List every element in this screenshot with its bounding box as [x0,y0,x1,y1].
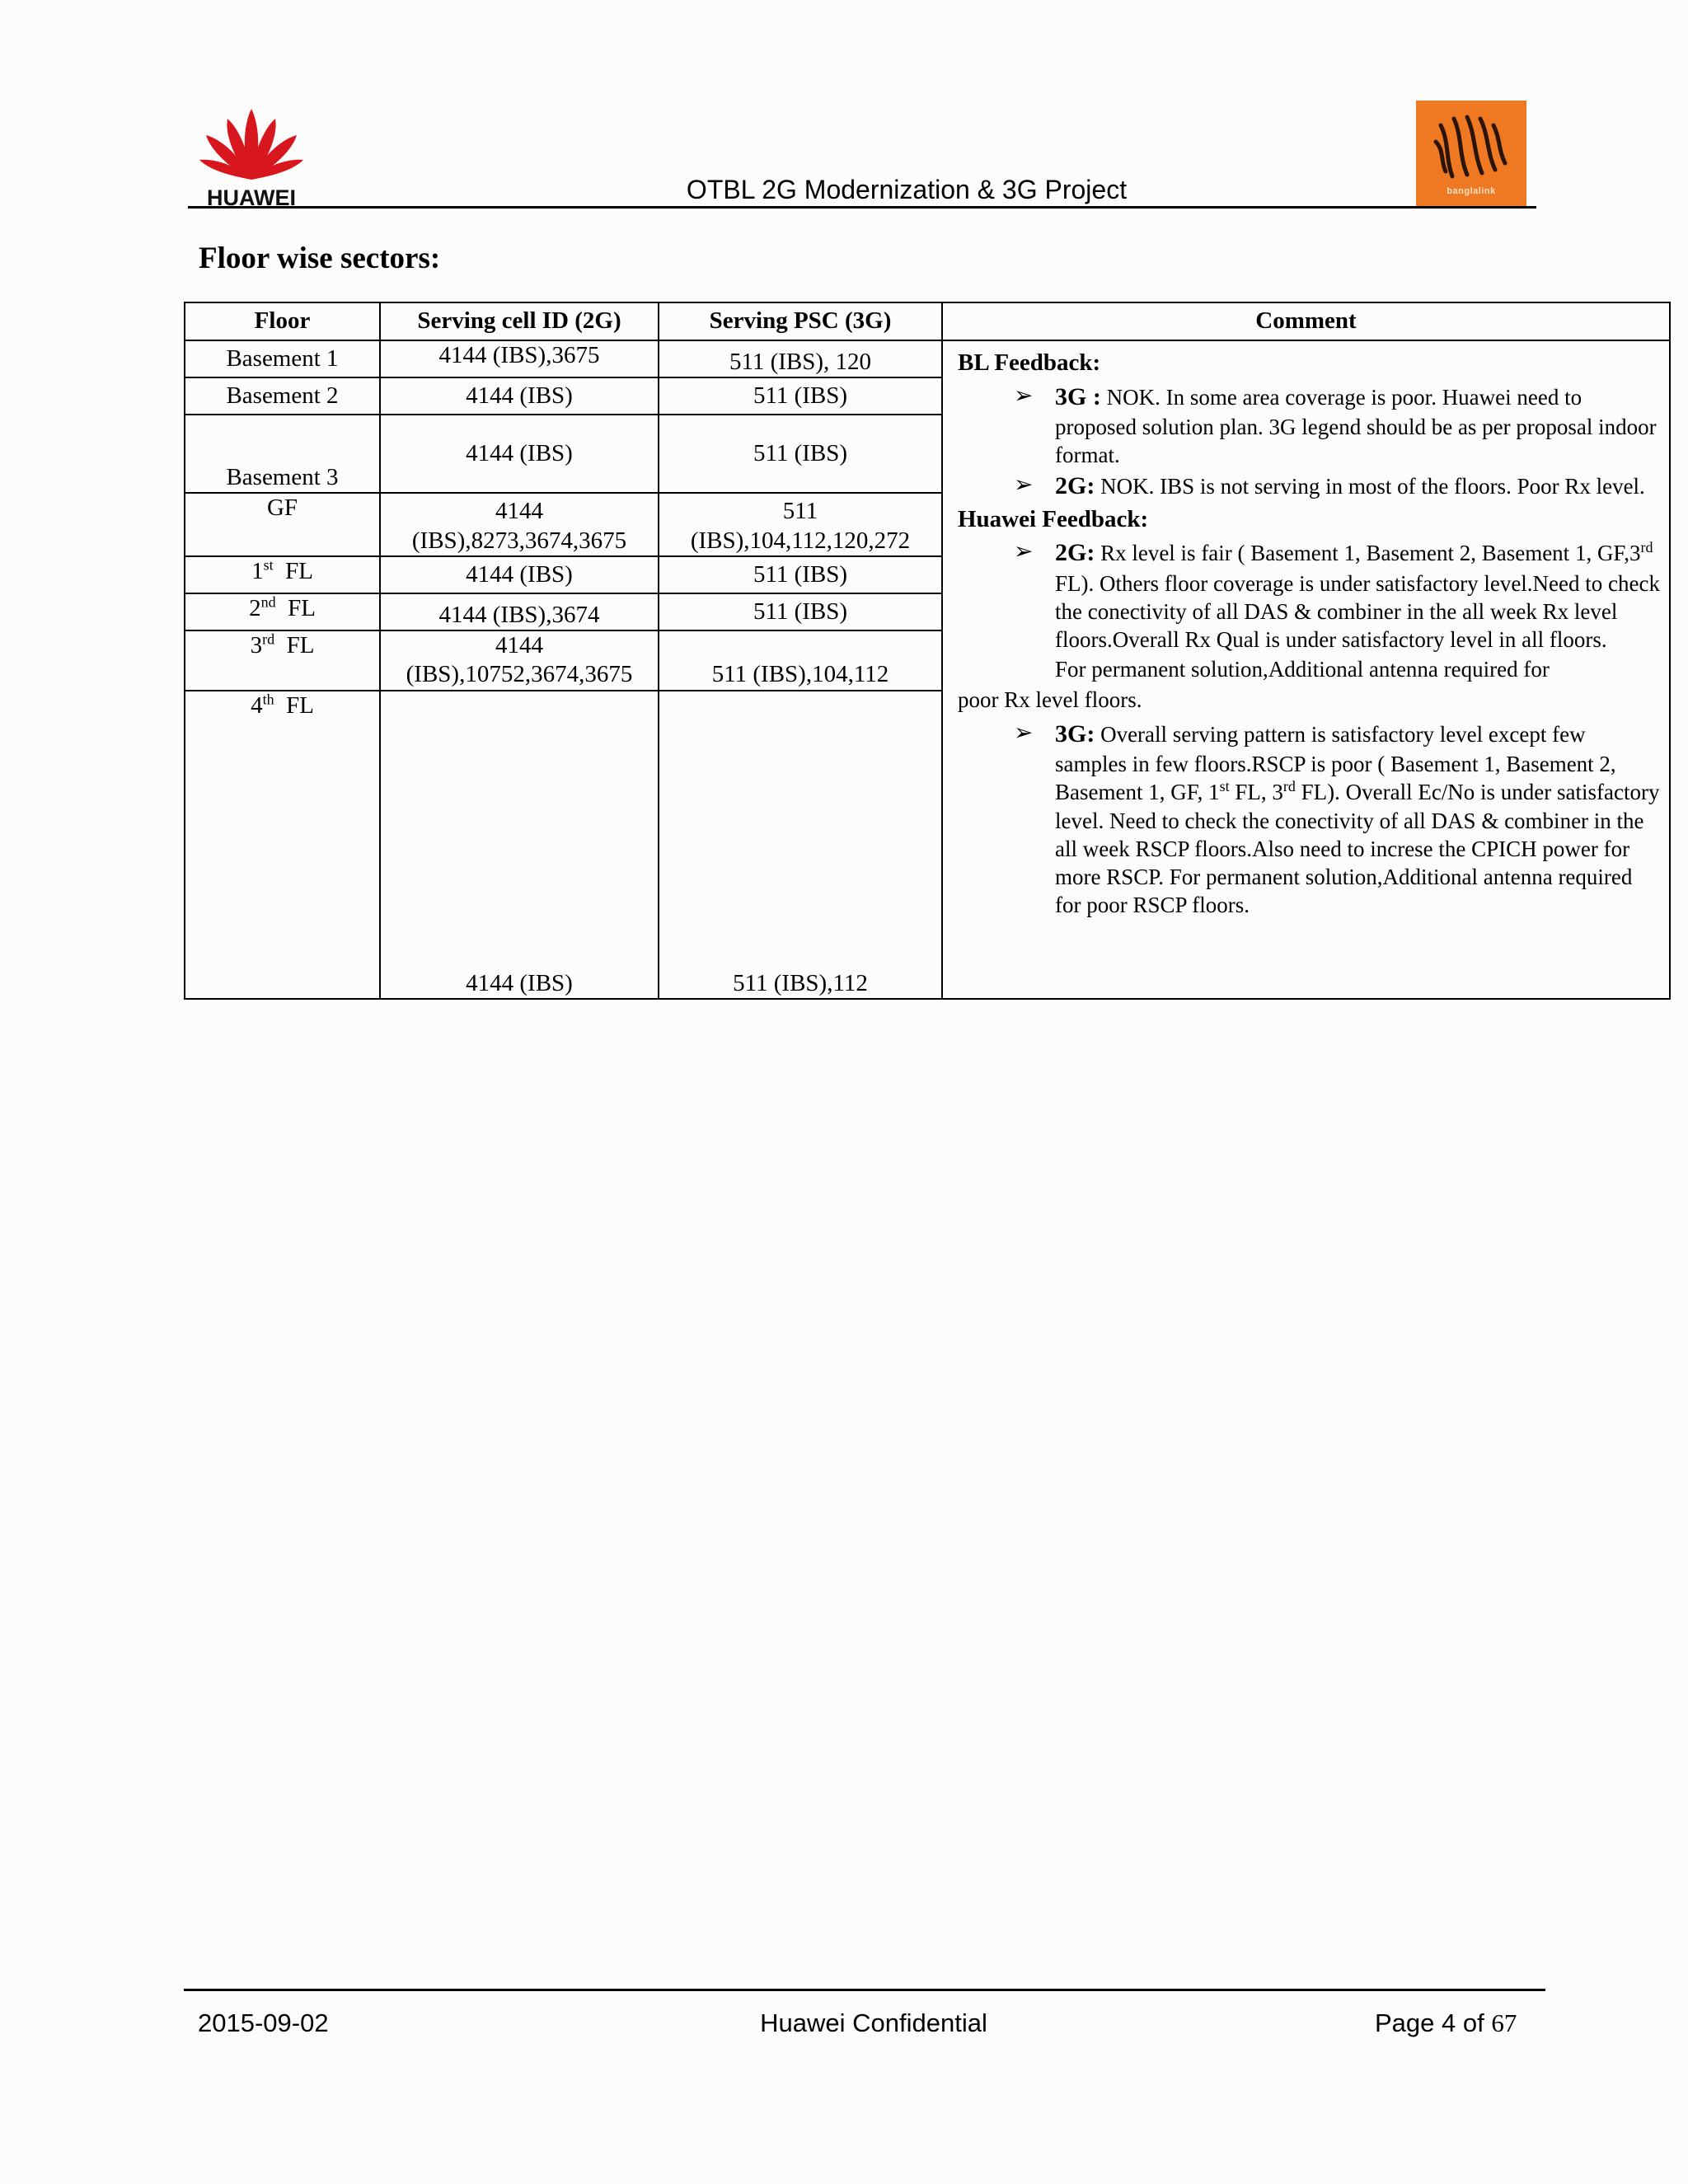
floor-ordinal: rd [262,630,275,648]
cell-id-2g: 4144 (IBS) [380,377,659,415]
page-label: Page 4 of [1375,2008,1484,2037]
hw-2g-sup: rd [1640,539,1653,556]
psc-3g: 511 (IBS), 120 [659,340,942,377]
cell-id-2g: 4144 (IBS),3674 [380,593,659,630]
psc-3g-line2: (IBS),104,112,120,272 [690,527,911,554]
cell-id-2g-line1: 4144 [495,498,543,525]
svg-text:HUAWEI: HUAWEI [207,185,296,209]
bl-3g-label: 3G : [1055,382,1101,410]
footer-page-number [1375,2008,1517,2038]
cell-id-2g-line1: 4144 [495,632,543,658]
hw-3g-label: 3G: [1055,719,1095,748]
floor-sectors-table [184,302,1671,1000]
page-total: 67 [1491,2008,1517,2037]
banglalink-wordmark: banglalink [1447,186,1496,196]
footer-confidential: Huawei Confidential [760,2008,987,2037]
column-header-serving-cell-2g: Serving cell ID (2G) [380,302,659,340]
cell-id-2g: 4144 (IBS) [380,691,659,999]
table-row [185,340,1670,377]
hw-3g-text-c: FL). Overall Ec/No is under satisfactory level. Need to check the conectivity of all DAS & combiner in the all week RSCP floors.Also need to increse the CPICH power for more RSCP. For permanent solution,Additional antenna required for poor RSCP floors. [1055,780,1660,918]
psc-3g: 511 (IBS) [659,377,942,415]
hw-2g-text-b: FL). Others floor coverage is under satisfactory level.Need to check the conectivity of all DAS & combiner in the all week Rx level floors.Overall Rx Qual is under satisfactory level in all floors. [1055,570,1660,653]
floor-cell: Basement 2 [185,377,380,415]
cell-id-2g [380,493,659,556]
bl-2g-text: NOK. IBS is not serving in most of the floors. Poor Rx level. [1100,474,1645,499]
floor-ordinal: th [262,691,274,708]
cell-id-2g: 4144 (IBS),3675 [380,340,659,377]
psc-3g-line1: 511 [782,498,818,525]
arrow-bullet-icon: ➢ [1014,472,1034,499]
hw-3g-text-b: FL, 3 [1235,780,1283,805]
document-title: OTBL 2G Modernization & 3G Project [686,175,1128,204]
hw-2g-bullet [958,537,1661,654]
floor-cell: GF [185,493,380,556]
psc-3g: 511 (IBS) [659,556,942,593]
arrow-bullet-icon: ➢ [1014,539,1034,565]
floor-cell [185,691,380,999]
hw-3g-sup2: rd [1282,778,1296,795]
floor-number: 4 [251,691,263,719]
column-header-comment: Comment [942,302,1670,340]
cell-id-2g-line2: (IBS),10752,3674,3675 [406,661,633,688]
arrow-bullet-icon: ➢ [1014,382,1034,409]
footer-divider [184,1989,1545,1991]
bl-3g-text: NOK. In some area coverage is poor. Huawei need to proposed solution plan. 3G legend should be as per proposal indoor format. [1055,384,1657,468]
section-heading: Floor wise sectors: [199,241,441,275]
floor-suffix: FL [286,691,314,719]
cell-id-2g [380,630,659,691]
floor-suffix: FL [285,558,313,584]
floor-cell [185,556,380,593]
cell-id-2g: 4144 (IBS) [380,415,659,493]
psc-3g: 511 (IBS),112 [659,691,942,999]
floor-ordinal: nd [260,593,276,611]
floor-cell: Basement 3 [185,415,380,493]
header-divider [188,206,1536,209]
arrow-bullet-icon: ➢ [1014,719,1034,746]
psc-3g: 511 (IBS) [659,593,942,630]
floor-suffix: FL [286,632,315,658]
hw-2g-label: 2G: [1055,539,1095,567]
floor-cell [185,593,380,630]
hw-3g-text-a: Overall serving pattern is satisfactory level except few samples in few floors.RSCP is poor ( Basement 1, Basement 2, Basement 1, GF, 1 [1055,721,1616,805]
floor-cell [185,630,380,691]
floor-ordinal: st [263,556,274,574]
psc-3g: 511 (IBS),104,112 [659,630,942,691]
hw-2g-text-a: Rx level is fair ( Basement 1, Basement 2, Basement 1, GF,3 [1100,541,1641,566]
cell-id-2g: 4144 (IBS) [380,556,659,593]
cell-id-2g-line2: (IBS),8273,3674,3675 [411,527,627,554]
bl-feedback-title: BL Feedback: [958,349,1101,376]
huawei-feedback-title: Huawei Feedback: [958,505,1149,532]
column-header-serving-psc-3g: Serving PSC (3G) [659,302,942,340]
hw-3g-bullet [958,719,1661,920]
bl-2g-label: 2G: [1055,472,1095,500]
floor-number: 2 [249,595,261,621]
hw-2g-permanent-b: poor Rx level floors. [958,687,1142,712]
hw-2g-permanent-a: For permanent solution,Additional antenna required for [1055,657,1550,682]
floor-suffix: FL [288,595,316,621]
floor-number: 1 [251,558,264,584]
bl-3g-bullet [958,382,1661,470]
floor-number: 3 [250,632,263,658]
comment-cell [942,340,1670,999]
hw-3g-sup1: st [1219,778,1230,795]
psc-3g: 511 (IBS) [659,415,942,493]
column-header-floor: Floor [185,302,380,340]
floor-cell: Basement 1 [185,340,380,377]
psc-3g [659,493,942,556]
footer-date: 2015-09-02 [198,2008,329,2037]
bl-2g-bullet [958,471,1661,502]
table-header-row [185,302,1670,340]
